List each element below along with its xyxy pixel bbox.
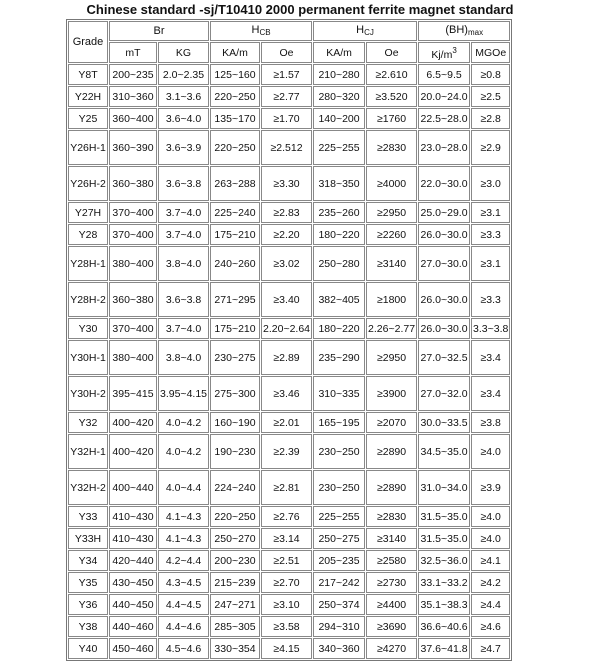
hcj-oe-cell: ≥2580 xyxy=(366,550,417,571)
hcj-kam-cell: 180~220 xyxy=(313,224,365,245)
br-kg-cell: 4.5~4.6 xyxy=(158,638,209,659)
grade-cell: Y26H-2 xyxy=(68,166,108,201)
br-mt-cell: 440~450 xyxy=(109,594,157,615)
unit-kjm-base: Kj/m xyxy=(431,48,453,61)
hcb-kam-cell: 200~230 xyxy=(210,550,260,571)
header-row-1 xyxy=(68,21,510,41)
hcb-kam-cell: 263~288 xyxy=(210,166,260,201)
hcj-oe-cell: ≥2830 xyxy=(366,130,417,165)
hcb-kam-cell: 220~250 xyxy=(210,506,260,527)
bhmax-mgoe-cell: ≥3.3 xyxy=(471,282,510,317)
hcj-kam-cell: 235~260 xyxy=(313,202,365,223)
hcb-oe-cell: ≥3.14 xyxy=(261,528,312,549)
grade-cell: Y30H-1 xyxy=(68,340,108,375)
hcb-oe-cell: ≥1.57 xyxy=(261,64,312,85)
br-mt-cell: 400~420 xyxy=(109,412,157,433)
hcb-kam-cell: 220~250 xyxy=(210,86,260,107)
grade-cell: Y33 xyxy=(68,506,108,527)
br-kg-cell: 4.4~4.6 xyxy=(158,616,209,637)
bhmax-kjm3-cell: 31.0~34.0 xyxy=(418,470,470,505)
hcj-oe-cell: ≥1800 xyxy=(366,282,417,317)
grade-cell: Y28H-1 xyxy=(68,246,108,281)
hcj-oe-cell: ≥2730 xyxy=(366,572,417,593)
hcb-oe-cell: ≥4.15 xyxy=(261,638,312,659)
page-title: Chinese standard -sj/T10410 2000 permanent ferrite magnet standard xyxy=(86,2,514,17)
br-mt-cell: 370~400 xyxy=(109,202,157,223)
br-kg-cell: 3.6~3.8 xyxy=(158,166,209,201)
hcj-oe-cell: ≥2890 xyxy=(366,434,417,469)
hcj-kam-cell: 225~255 xyxy=(313,506,365,527)
grade-cell: Y25 xyxy=(68,108,108,129)
hcb-kam-cell: 230~275 xyxy=(210,340,260,375)
hcb-oe-cell: ≥3.40 xyxy=(261,282,312,317)
hcj-kam-cell: 225~255 xyxy=(313,130,365,165)
table-row xyxy=(68,86,510,107)
bhmax-kjm3-cell: 27.0~32.0 xyxy=(418,376,470,411)
hcb-oe-cell: ≥2.01 xyxy=(261,412,312,433)
table-row xyxy=(68,282,510,317)
grade-cell: Y32 xyxy=(68,412,108,433)
br-kg-cell: 3.6~3.8 xyxy=(158,282,209,317)
hcj-kam-cell: 318~350 xyxy=(313,166,365,201)
hcj-oe-cell: ≥2950 xyxy=(366,340,417,375)
hcb-oe-cell: ≥3.58 xyxy=(261,616,312,637)
br-mt-cell: 400~420 xyxy=(109,434,157,469)
bhmax-mgoe-cell: ≥3.0 xyxy=(471,166,510,201)
grade-cell: Y34 xyxy=(68,550,108,571)
table-row xyxy=(68,64,510,85)
br-mt-cell: 450~460 xyxy=(109,638,157,659)
br-mt-cell: 400~440 xyxy=(109,470,157,505)
bhmax-kjm3-cell: 37.6~41.8 xyxy=(418,638,470,659)
header-hcj xyxy=(313,21,417,41)
table-row xyxy=(68,340,510,375)
bhmax-kjm3-cell: 26.0~30.0 xyxy=(418,282,470,317)
ferrite-magnet-spec-table xyxy=(66,19,512,661)
header-hcb xyxy=(210,21,312,41)
table-row xyxy=(68,202,510,223)
br-mt-cell: 360~380 xyxy=(109,166,157,201)
bhmax-kjm3-cell: 27.0~30.0 xyxy=(418,246,470,281)
hcb-oe-cell: 2.20~2.64 xyxy=(261,318,312,339)
bhmax-mgoe-cell: ≥2.8 xyxy=(471,108,510,129)
br-kg-cell: 3.8~4.0 xyxy=(158,246,209,281)
br-mt-cell: 420~440 xyxy=(109,550,157,571)
hcj-kam-cell: 180~220 xyxy=(313,318,365,339)
hcb-kam-cell: 175~210 xyxy=(210,224,260,245)
hcj-kam-cell: 340~360 xyxy=(313,638,365,659)
table-row xyxy=(68,130,510,165)
hcj-oe-cell: ≥2890 xyxy=(366,470,417,505)
br-kg-cell: 3.7~4.0 xyxy=(158,318,209,339)
hcj-kam-cell: 250~374 xyxy=(313,594,365,615)
hcb-oe-cell: ≥2.77 xyxy=(261,86,312,107)
grade-cell: Y26H-1 xyxy=(68,130,108,165)
hcj-kam-cell: 205~235 xyxy=(313,550,365,571)
hcj-kam-cell: 230~250 xyxy=(313,434,365,469)
br-kg-cell: 3.6~3.9 xyxy=(158,130,209,165)
hcj-kam-cell: 250~280 xyxy=(313,246,365,281)
hcj-oe-cell: ≥3900 xyxy=(366,376,417,411)
hcb-kam-cell: 190~230 xyxy=(210,434,260,469)
unit-mt: mT xyxy=(109,42,157,63)
bhmax-mgoe-cell: ≥2.5 xyxy=(471,86,510,107)
grade-cell: Y30H-2 xyxy=(68,376,108,411)
hcj-oe-cell: ≥3.520 xyxy=(366,86,417,107)
header-bhmax xyxy=(418,21,510,41)
grade-cell: Y36 xyxy=(68,594,108,615)
hcb-kam-cell: 247~271 xyxy=(210,594,260,615)
hcb-oe-cell: ≥2.20 xyxy=(261,224,312,245)
hcj-oe-cell: ≥4000 xyxy=(366,166,417,201)
table-row xyxy=(68,506,510,527)
hcj-oe-cell: ≥2070 xyxy=(366,412,417,433)
hcb-kam-cell: 224~240 xyxy=(210,470,260,505)
bhmax-mgoe-cell: ≥4.7 xyxy=(471,638,510,659)
br-kg-cell: 4.3~4.5 xyxy=(158,572,209,593)
hcb-oe-cell: ≥3.10 xyxy=(261,594,312,615)
bhmax-kjm3-cell: 36.6~40.6 xyxy=(418,616,470,637)
header-grade: Grade xyxy=(68,21,108,63)
hcj-oe-cell: ≥2260 xyxy=(366,224,417,245)
bhmax-mgoe-cell: ≥3.1 xyxy=(471,202,510,223)
table-row xyxy=(68,470,510,505)
table-row xyxy=(68,318,510,339)
hcj-kam-cell: 294~310 xyxy=(313,616,365,637)
hcb-kam-cell: 271~295 xyxy=(210,282,260,317)
br-kg-cell: 4.2~4.4 xyxy=(158,550,209,571)
bhmax-kjm3-cell: 31.5~35.0 xyxy=(418,528,470,549)
hcj-kam-cell: 217~242 xyxy=(313,572,365,593)
hcb-kam-cell: 220~250 xyxy=(210,130,260,165)
unit-kjm3 xyxy=(418,42,470,63)
bhmax-mgoe-cell: ≥4.2 xyxy=(471,572,510,593)
grade-cell: Y30 xyxy=(68,318,108,339)
bhmax-mgoe-cell: ≥4.0 xyxy=(471,528,510,549)
table-row xyxy=(68,224,510,245)
bhmax-kjm3-cell: 26.0~30.0 xyxy=(418,318,470,339)
header-hcj-main: H xyxy=(356,23,365,36)
table-row xyxy=(68,246,510,281)
br-mt-cell: 360~380 xyxy=(109,282,157,317)
hcb-kam-cell: 285~305 xyxy=(210,616,260,637)
bhmax-kjm3-cell: 31.5~35.0 xyxy=(418,506,470,527)
bhmax-mgoe-cell: ≥3.8 xyxy=(471,412,510,433)
bhmax-mgoe-cell: ≥3.9 xyxy=(471,470,510,505)
br-kg-cell: 4.0~4.2 xyxy=(158,412,209,433)
bhmax-mgoe-cell: ≥4.0 xyxy=(471,434,510,469)
hcj-kam-cell: 280~320 xyxy=(313,86,365,107)
grade-cell: Y32H-1 xyxy=(68,434,108,469)
br-mt-cell: 430~450 xyxy=(109,572,157,593)
table-row xyxy=(68,108,510,129)
bhmax-kjm3-cell: 6.5~9.5 xyxy=(418,64,470,85)
header-hcb-main: H xyxy=(251,23,260,36)
grade-cell: Y33H xyxy=(68,528,108,549)
br-kg-cell: 4.1~4.3 xyxy=(158,528,209,549)
br-kg-cell: 4.4~4.5 xyxy=(158,594,209,615)
table-row xyxy=(68,434,510,469)
br-mt-cell: 380~400 xyxy=(109,246,157,281)
br-kg-cell: 3.1~3.6 xyxy=(158,86,209,107)
unit-kjm-sup: 3 xyxy=(452,45,457,55)
table-row xyxy=(68,166,510,201)
header-bh-sub: max xyxy=(467,27,484,37)
grade-cell: Y28H-2 xyxy=(68,282,108,317)
br-mt-cell: 200~235 xyxy=(109,64,157,85)
hcb-kam-cell: 160~190 xyxy=(210,412,260,433)
table-row xyxy=(68,550,510,571)
bhmax-kjm3-cell: 34.5~35.0 xyxy=(418,434,470,469)
grade-cell: Y38 xyxy=(68,616,108,637)
hcb-kam-cell: 135~170 xyxy=(210,108,260,129)
br-mt-cell: 310~360 xyxy=(109,86,157,107)
grade-cell: Y35 xyxy=(68,572,108,593)
bhmax-mgoe-cell: 3.3~3.8 xyxy=(471,318,510,339)
bhmax-kjm3-cell: 26.0~30.0 xyxy=(418,224,470,245)
hcb-oe-cell: ≥2.512 xyxy=(261,130,312,165)
hcj-oe-cell: ≥3140 xyxy=(366,528,417,549)
br-kg-cell: 3.7~4.0 xyxy=(158,224,209,245)
hcj-oe-cell: ≥3690 xyxy=(366,616,417,637)
br-kg-cell: 3.6~4.0 xyxy=(158,108,209,129)
hcb-kam-cell: 240~260 xyxy=(210,246,260,281)
br-mt-cell: 370~400 xyxy=(109,318,157,339)
br-mt-cell: 380~400 xyxy=(109,340,157,375)
hcb-oe-cell: ≥2.81 xyxy=(261,470,312,505)
bhmax-kjm3-cell: 33.1~33.2 xyxy=(418,572,470,593)
unit-kg: KG xyxy=(158,42,209,63)
table-row xyxy=(68,638,510,659)
hcb-kam-cell: 330~354 xyxy=(210,638,260,659)
hcb-kam-cell: 225~240 xyxy=(210,202,260,223)
hcj-oe-cell: ≥1760 xyxy=(366,108,417,129)
bhmax-kjm3-cell: 25.0~29.0 xyxy=(418,202,470,223)
grade-cell: Y28 xyxy=(68,224,108,245)
bhmax-mgoe-cell: ≥4.1 xyxy=(471,550,510,571)
hcj-oe-cell: ≥4270 xyxy=(366,638,417,659)
bhmax-kjm3-cell: 27.0~32.5 xyxy=(418,340,470,375)
bhmax-kjm3-cell: 22.0~30.0 xyxy=(418,166,470,201)
hcj-kam-cell: 310~335 xyxy=(313,376,365,411)
unit-kam-hcb: KA/m xyxy=(210,42,260,63)
table-row xyxy=(68,594,510,615)
br-kg-cell: 3.8~4.0 xyxy=(158,340,209,375)
br-mt-cell: 360~400 xyxy=(109,108,157,129)
spec-table-wrapper xyxy=(66,19,512,661)
unit-oe-hcj: Oe xyxy=(366,42,417,63)
table-row xyxy=(68,412,510,433)
table-row xyxy=(68,572,510,593)
unit-oe-hcb: Oe xyxy=(261,42,312,63)
hcj-oe-cell: ≥3140 xyxy=(366,246,417,281)
bhmax-mgoe-cell: ≥0.8 xyxy=(471,64,510,85)
table-row xyxy=(68,528,510,549)
header-hcb-sub: CB xyxy=(259,27,271,37)
table-row xyxy=(68,376,510,411)
br-kg-cell: 2.0~2.35 xyxy=(158,64,209,85)
bhmax-kjm3-cell: 30.0~33.5 xyxy=(418,412,470,433)
bhmax-mgoe-cell: ≥3.4 xyxy=(471,340,510,375)
br-mt-cell: 395~415 xyxy=(109,376,157,411)
br-kg-cell: 3.7~4.0 xyxy=(158,202,209,223)
spec-table-body xyxy=(68,64,510,659)
hcj-kam-cell: 210~280 xyxy=(313,64,365,85)
hcb-oe-cell: ≥2.39 xyxy=(261,434,312,469)
bhmax-mgoe-cell: ≥4.0 xyxy=(471,506,510,527)
bhmax-kjm3-cell: 20.0~24.0 xyxy=(418,86,470,107)
hcj-kam-cell: 250~275 xyxy=(313,528,365,549)
br-kg-cell: 3.95~4.15 xyxy=(158,376,209,411)
bhmax-kjm3-cell: 23.0~28.0 xyxy=(418,130,470,165)
bhmax-mgoe-cell: ≥3.3 xyxy=(471,224,510,245)
header-row-2 xyxy=(68,42,510,63)
grade-cell: Y8T xyxy=(68,64,108,85)
hcj-kam-cell: 230~250 xyxy=(313,470,365,505)
bhmax-mgoe-cell: ≥4.6 xyxy=(471,616,510,637)
br-mt-cell: 410~430 xyxy=(109,528,157,549)
bhmax-mgoe-cell: ≥2.9 xyxy=(471,130,510,165)
bhmax-kjm3-cell: 32.5~36.0 xyxy=(418,550,470,571)
hcb-oe-cell: ≥2.76 xyxy=(261,506,312,527)
br-kg-cell: 4.1~4.3 xyxy=(158,506,209,527)
grade-cell: Y27H xyxy=(68,202,108,223)
hcb-kam-cell: 275~300 xyxy=(210,376,260,411)
hcj-oe-cell: ≥4400 xyxy=(366,594,417,615)
hcb-oe-cell: ≥3.02 xyxy=(261,246,312,281)
table-row xyxy=(68,616,510,637)
hcb-oe-cell: ≥3.46 xyxy=(261,376,312,411)
hcb-oe-cell: ≥2.51 xyxy=(261,550,312,571)
hcb-kam-cell: 250~270 xyxy=(210,528,260,549)
br-mt-cell: 360~390 xyxy=(109,130,157,165)
hcj-kam-cell: 140~200 xyxy=(313,108,365,129)
bhmax-kjm3-cell: 35.1~38.3 xyxy=(418,594,470,615)
hcb-kam-cell: 175~210 xyxy=(210,318,260,339)
hcb-oe-cell: ≥2.89 xyxy=(261,340,312,375)
hcb-kam-cell: 125~160 xyxy=(210,64,260,85)
hcj-oe-cell: ≥2.610 xyxy=(366,64,417,85)
hcj-kam-cell: 235~290 xyxy=(313,340,365,375)
hcb-oe-cell: ≥2.70 xyxy=(261,572,312,593)
hcb-oe-cell: ≥3.30 xyxy=(261,166,312,201)
br-mt-cell: 410~430 xyxy=(109,506,157,527)
bhmax-kjm3-cell: 22.5~28.0 xyxy=(418,108,470,129)
hcb-kam-cell: 215~239 xyxy=(210,572,260,593)
hcb-oe-cell: ≥1.70 xyxy=(261,108,312,129)
header-bh-main: (BH) xyxy=(445,23,468,36)
hcj-oe-cell: ≥2830 xyxy=(366,506,417,527)
header-br: Br xyxy=(109,21,209,41)
bhmax-mgoe-cell: ≥3.4 xyxy=(471,376,510,411)
bhmax-mgoe-cell: ≥4.4 xyxy=(471,594,510,615)
hcb-oe-cell: ≥2.83 xyxy=(261,202,312,223)
grade-cell: Y40 xyxy=(68,638,108,659)
unit-mgoe: MGOe xyxy=(471,42,510,63)
br-kg-cell: 4.0~4.2 xyxy=(158,434,209,469)
hcj-oe-cell: 2.26~2.77 xyxy=(366,318,417,339)
hcj-oe-cell: ≥2950 xyxy=(366,202,417,223)
bhmax-mgoe-cell: ≥3.1 xyxy=(471,246,510,281)
hcj-kam-cell: 165~195 xyxy=(313,412,365,433)
unit-kam-hcj: KA/m xyxy=(313,42,365,63)
header-hcj-sub: CJ xyxy=(364,27,374,37)
br-mt-cell: 370~400 xyxy=(109,224,157,245)
br-mt-cell: 440~460 xyxy=(109,616,157,637)
grade-cell: Y22H xyxy=(68,86,108,107)
hcj-kam-cell: 382~405 xyxy=(313,282,365,317)
br-kg-cell: 4.0~4.4 xyxy=(158,470,209,505)
grade-cell: Y32H-2 xyxy=(68,470,108,505)
